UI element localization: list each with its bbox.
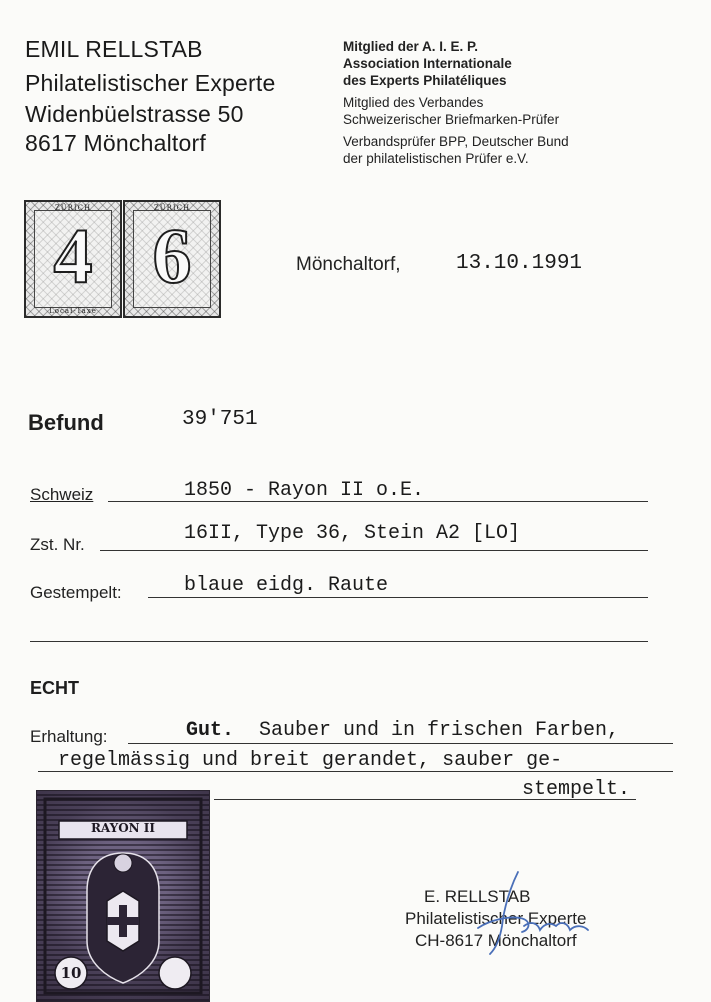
membership-line: Verbandsprüfer BPP, Deutscher Bund (343, 134, 569, 149)
erhaltung-line3: stempelt. (522, 778, 631, 801)
stamp-digit: 6 (152, 212, 192, 299)
field-underline (148, 597, 648, 598)
signature-title: Philatelistischer Experte (405, 909, 587, 928)
signature-name: E. RELLSTAB (424, 887, 531, 906)
expert-name: EMIL RELLSTAB (25, 36, 203, 62)
erhaltung-label: Erhaltung: (30, 727, 108, 746)
zst-label: Zst. Nr. (30, 535, 85, 554)
membership-line: des Experts Philatéliques (343, 73, 507, 88)
expert-city: 8617 Mönchaltorf (25, 130, 206, 156)
field-underline (128, 743, 673, 744)
rayon-stamp-image (36, 790, 210, 1002)
stamp-bottom-text: Local-Taxe (49, 307, 97, 315)
place: Mönchaltorf, (296, 254, 401, 275)
membership-block (343, 38, 569, 167)
membership-line: der philatelistischen Prüfer e.V. (343, 151, 529, 166)
stamp-rayon-text: RAYON II (90, 821, 156, 835)
gestempelt-value: blaue eidg. Raute (184, 574, 389, 597)
stamp-value-text: 10 (60, 964, 82, 982)
membership-line: Schweizerischer Briefmarken-Prüfer (343, 112, 560, 127)
zurich-4-stamp-logo (24, 200, 122, 318)
field-underline (100, 550, 648, 551)
date: 13.10.1991 (456, 252, 583, 275)
signature-city: CH-8617 Mönchaltorf (415, 931, 577, 950)
membership-line: Association Internationale (343, 56, 512, 71)
befund-number: 39'751 (182, 408, 258, 431)
zurich-6-stamp-logo (123, 200, 221, 318)
blank-underline (30, 641, 648, 642)
stamp-top-text: ZÜRICH (153, 204, 191, 212)
erhaltung-grade: Gut. (186, 719, 235, 742)
gestempelt-label: Gestempelt: (30, 583, 122, 602)
schweiz-value: 1850 - Rayon II o.E. (184, 479, 425, 502)
befund-label: Befund (28, 410, 104, 435)
expert-title: Philatelistischer Experte (25, 70, 276, 96)
schweiz-label: Schweiz (30, 485, 94, 504)
membership-line: Mitglied des Verbandes (343, 95, 484, 110)
zst-value: 16II, Type 36, Stein A2 [LO] (184, 522, 521, 545)
verdict: ECHT (30, 678, 79, 698)
stamp-top-text: ZÜRICH (54, 204, 92, 212)
expert-street: Widenbüelstrasse 50 (25, 101, 244, 127)
stamp-digit: 4 (53, 212, 93, 299)
membership-line: Mitglied der A. I. E. P. (343, 39, 479, 54)
erhaltung-line1: Sauber und in frischen Farben, (259, 719, 620, 742)
erhaltung-line2: regelmässig und breit gerandet, sauber ge- (58, 749, 563, 772)
handwritten-signature (460, 868, 600, 958)
